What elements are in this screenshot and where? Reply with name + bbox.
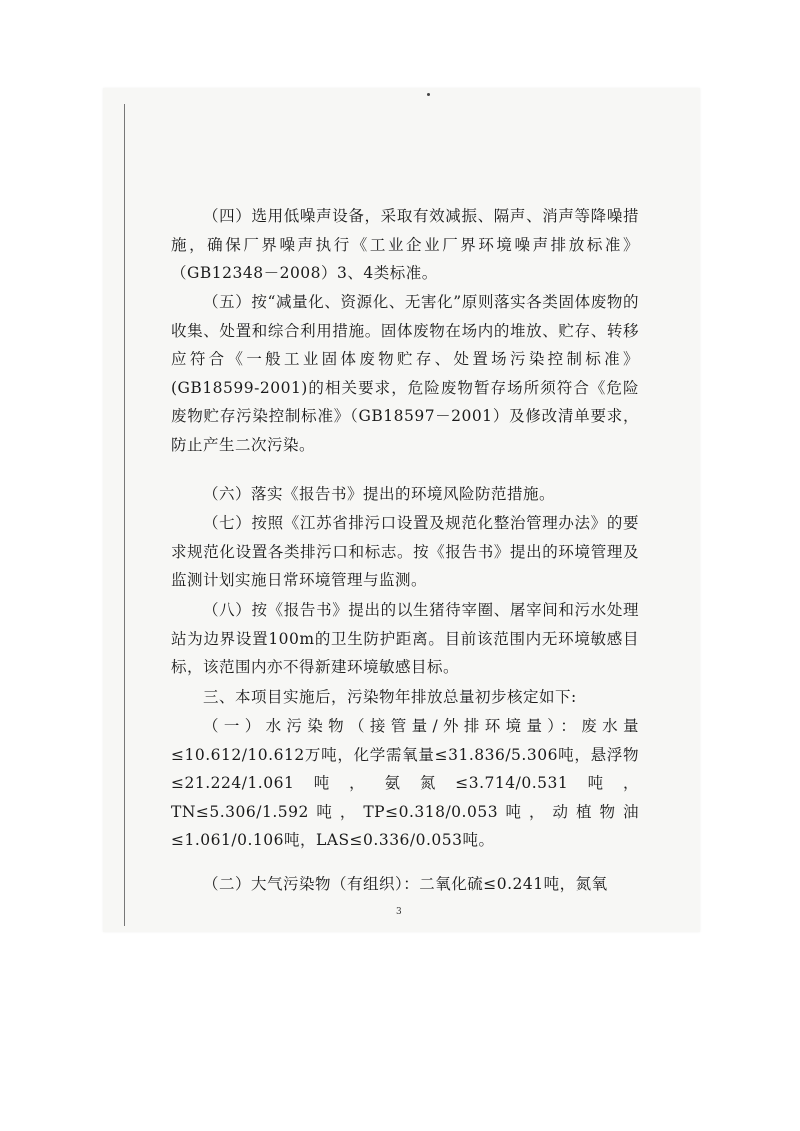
paragraph-protection-distance: （八）按《报告书》提出的以生猪待宰圈、屠宰间和污水处理站为边界设置100m的卫生防护距离。目前该范围内无环境敏感目标，该范围内亦不得新建环境敏感目标。	[171, 601, 639, 676]
paragraph-water-pollutants: （一）水污染物（接管量/外排环境量）：废水量≤10.612/10.612万吨，化学需氧量≤31.836/5.306吨，悬浮物≤21.224/1.061吨，氨氮≤3.714/0.531吨，TN≤5.306/1.592吨，TP≤0.318/0.053吨，动植物油≤1.061/0.106吨，LAS≤0.336/0.053吨。	[171, 717, 639, 849]
paragraph-risk-prevention: （六）落实《报告书》提出的环境风险防范措施。	[203, 485, 556, 503]
paragraph-noise-control: （四）选用低噪声设备，采取有效减振、隔声、消声等降噪措施，确保厂界噪声执行《工业企业厂界环境噪声排放标准》（GB12348－2008）3、4类标准。	[171, 207, 639, 282]
binding-margin-line	[124, 104, 125, 926]
section-three-heading: 三、本项目实施后，污染物年排放总量初步核定如下:	[203, 688, 577, 706]
scan-dot-mark	[427, 93, 430, 96]
paragraph-outfall-management: （七）按照《江苏省排污口设置及规范化整治管理办法》的要求规范化设置各类排污口和标志。按《报告书》提出的环境管理及监测计划实施日常环境管理与监测。	[171, 514, 639, 589]
paragraph-air-pollutants: （二）大气污染物（有组织）：二氧化硫≤0.241吨，氮氧	[203, 875, 608, 893]
page-number: 3	[396, 907, 402, 917]
paragraph-solid-waste: （五）按“减量化、资源化、无害化”原则落实各类固体废物的收集、处置和综合利用措施。固体废物在场内的堆放、贮存、转移应符合《一般工业固体废物贮存、处置场污染控制标准》(GB18599-2001)的相关要求，危险废物暂存场所须符合《危险废物贮存污染控制标准》（GB18597－2001）及修改清单要求，防止产生二次污染。	[171, 293, 639, 454]
